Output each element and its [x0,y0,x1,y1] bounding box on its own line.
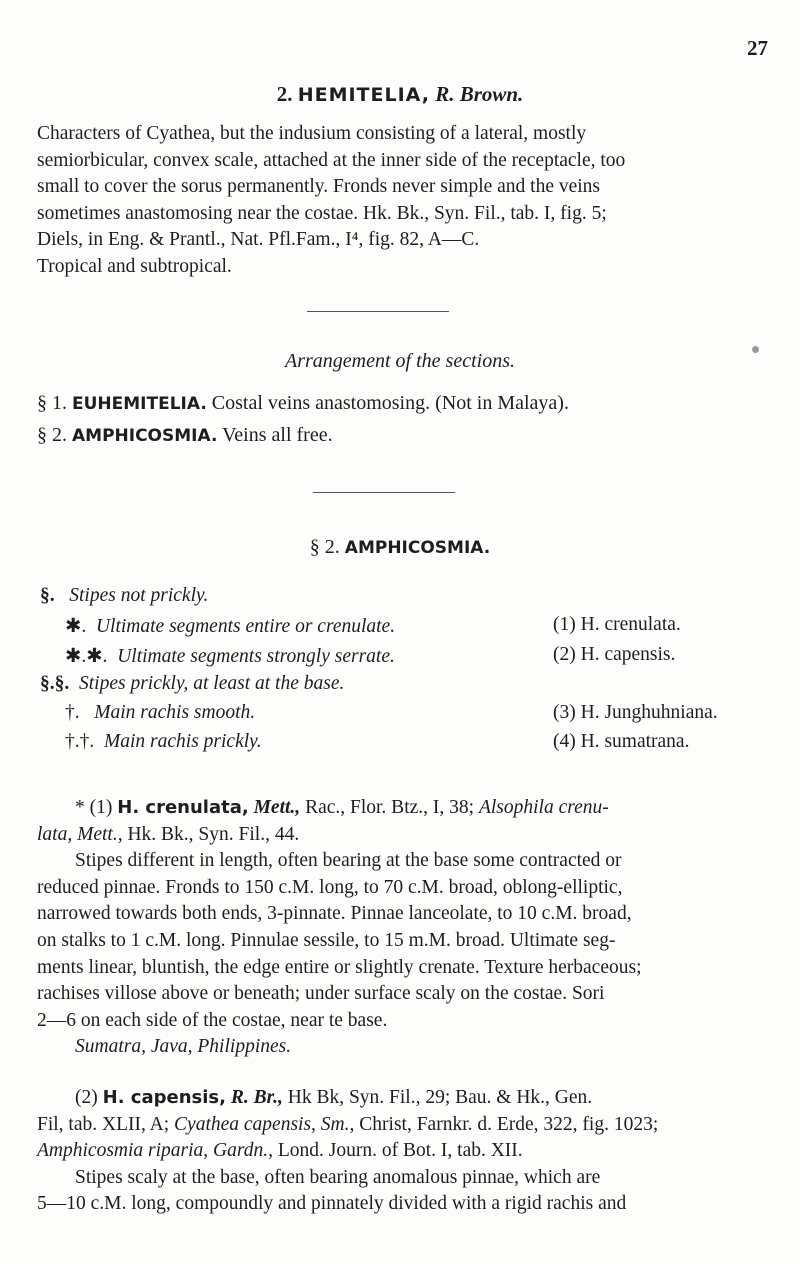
key-text: Stipes prickly, at least at the base. [79,673,345,694]
species-text-line: ments linear, bluntish, the edge entire or slightly crenate. Texture herbaceous; [37,956,642,978]
description-line: Tropical and subtropical. [37,255,232,277]
species-title-line: * (1) H. crenulata, Mett., Rac., Flor. Btz., I, 38; Alsophila crenu- [75,797,609,818]
species-text-line: Stipes scaly at the base, often bearing anomalous pinnae, which are [75,1166,601,1188]
key-text: Stipes not prickly. [69,585,209,606]
key-text: Ultimate segments entire or crenulate. [95,616,396,637]
description-line: Diels, in Eng. & Prantl., Nat. Pfl.Fam., I⁴, fig. 82, A—C. [37,229,480,251]
section-line [37,392,569,415]
genus-name: HEMITELIA, [297,84,430,106]
divider [307,311,449,312]
species-text-line: Stipes different in length, often bearing at the base some contracted or [75,850,622,872]
key-row [65,614,395,638]
section-line [37,424,333,447]
section-name: EUHEMITELIA. [72,394,207,414]
species-text-line: narrowed towards both ends, 3-pinnate. Pinnae lanceolate, to 10 c.M. broad, [37,903,632,925]
description-line: Characters of Cyathea, but the indusium consisting of a lateral, mostly [37,123,587,144]
genus-heading [0,82,800,107]
key-result: (3) H. Junghuhniana. [553,702,718,723]
species-entry [37,1085,763,1218]
species-author: Mett., [253,797,301,818]
species-distribution: Sumatra, Java, Philippines. [75,1036,292,1058]
key-row [65,644,395,668]
description-line: small to cover the sorus permanently. Fronds never simple and the veins [37,176,601,198]
species-text-line: reduced pinnae. Fronds to 150 c.M. long, to 70 c.M. broad, oblong-elliptic, [37,876,623,898]
key-text: Main rachis smooth. [94,702,256,723]
species-text-line: on stalks to 1 c.M. long. Pinnulae sessile, to 15 m.M. broad. Ultimate seg- [37,929,616,951]
key-row [40,673,344,695]
species-entry [37,795,763,1061]
species-text-line: rachises villose above or beneath; under surface scaly on the costae. Sori [37,983,605,1005]
key-result: (4) H. sumatrana. [553,731,690,752]
species-ref-line: lata, Mett., Hk. Bk., Syn. Fil., 44. [37,823,300,845]
species-author: R. Br., [230,1087,283,1108]
species-title-line: (2) H. capensis, R. Br., Hk Bk, Syn. Fil., 29; Bau. & Hk., Gen. [75,1087,593,1108]
genus-author: R. Brown. [435,82,524,106]
section-text: Veins all free. [222,424,333,446]
key-mark: †.†. [65,731,95,752]
key-result: (2) H. capensis. [553,644,676,665]
description-line: semiorbicular, convex scale, attached at the inner side of the receptacle, too [37,149,626,171]
genus-description [37,121,763,281]
key-row [65,702,255,724]
key-mark: ✱. [65,616,87,637]
species-ref-line: Amphicosmia riparia, Gardn., Lond. Journ. of Bot. I, tab. XII. [37,1140,523,1162]
species-name: H. capensis, [102,1087,226,1108]
species-marker: * [75,797,85,818]
section-heading: § 2. AMPHICOSMIA. [309,536,491,558]
key-mark: ✱.✱. [65,646,108,667]
section-prefix: § 2. [37,424,67,446]
section-prefix: § 1. [37,392,67,414]
key-result: (1) H. crenulata. [553,614,681,635]
key-text: Main rachis prickly. [104,731,262,752]
section-text: Costal veins anastomosing. (Not in Malaya). [211,392,569,414]
species-text-line: 2—6 on each side of the costae, near te base. [37,1009,388,1031]
species-ref-line: Fil, tab. XLII, A; Cyathea capensis, Sm., Christ, Farnkr. d. Erde, 322, fig. 1023; [37,1113,659,1135]
key-row [65,731,262,753]
species-text-line: 5—10 c.M. long, compoundly and pinnately divided with a rigid rachis and [37,1193,627,1215]
description-line: sometimes anastomosing near the costae. Hk. Bk., Syn. Fil., tab. I, fig. 5; [37,202,607,224]
section-name: AMPHICOSMIA. [72,426,218,446]
species-name: H. crenulata, [117,797,249,818]
genus-number: 2. [276,82,293,106]
key-mark: §.§. [40,673,70,694]
arrangement-title: Arrangement of the sections. [285,350,515,372]
key-mark: †. [65,702,80,723]
page-number: 27 [747,36,768,60]
key-text: Ultimate segments strongly serrate. [117,646,395,667]
divider [313,492,455,493]
key-mark: §. [40,585,55,606]
key-row [40,585,208,607]
